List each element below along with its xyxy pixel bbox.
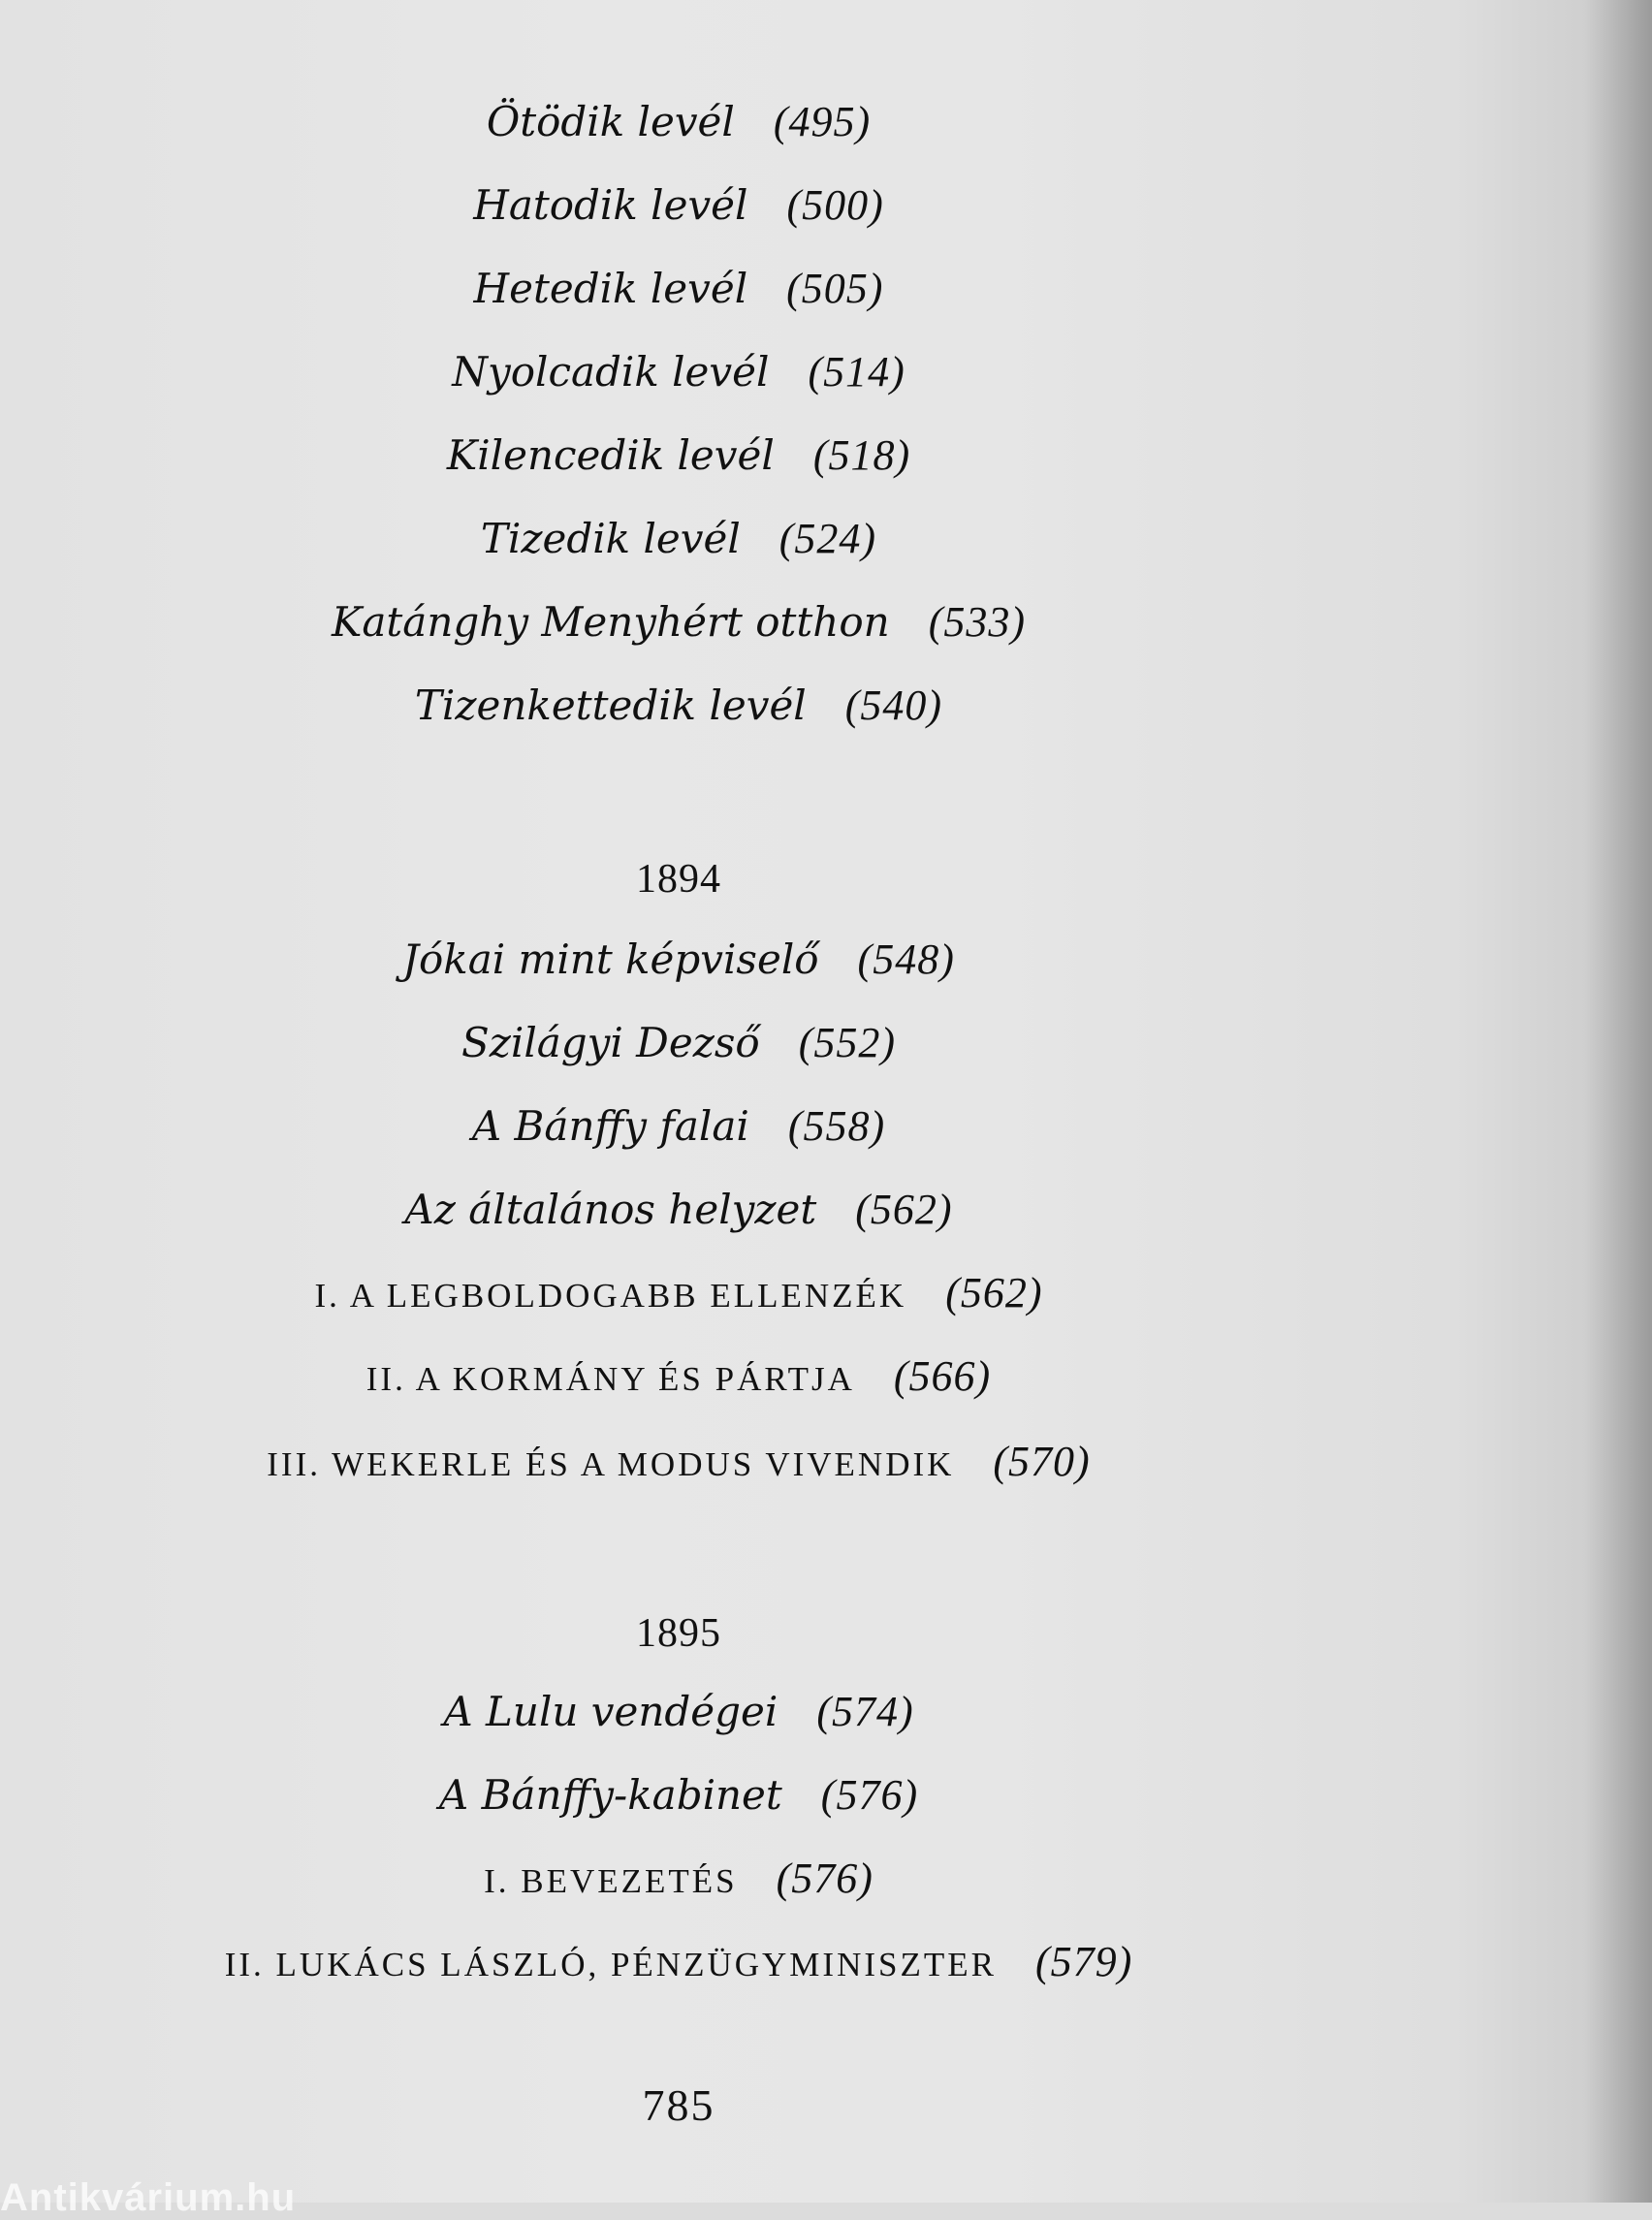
toc-subentry-page: (570) xyxy=(993,1438,1091,1485)
year-heading xyxy=(0,853,1357,904)
toc-entry-title: Hetedik levél xyxy=(473,265,748,312)
toc-entry xyxy=(0,347,1357,397)
toc-entry-title: Nyolcadik levél xyxy=(452,348,770,396)
toc-entry xyxy=(0,1770,1357,1821)
toc-subentry-page: (562) xyxy=(945,1269,1043,1316)
toc-entry-title: Katánghy Menyhért otthon xyxy=(332,598,890,646)
toc-subentry xyxy=(0,1854,1357,1907)
year-heading xyxy=(0,1607,1357,1659)
toc-entry xyxy=(0,1018,1357,1068)
toc-entry-page: (540) xyxy=(844,682,943,729)
toc-entry-title: A Bánffy falai xyxy=(471,1102,749,1150)
toc-entry xyxy=(0,1185,1357,1235)
page-number: 785 xyxy=(642,2080,715,2130)
toc-entry xyxy=(0,1687,1357,1737)
year-heading-text: 1895 xyxy=(636,1611,721,1656)
toc-subentry xyxy=(0,1351,1357,1405)
toc-subentry-title: I. A LEGBOLDOGABB ELLENZÉK xyxy=(314,1277,907,1315)
toc-subentry-title: III. WEKERLE ÉS A MODUS VIVENDIK xyxy=(267,1445,955,1483)
toc-entry-page: (505) xyxy=(786,265,884,312)
toc-entry-page: (500) xyxy=(786,181,884,229)
toc-entry-page: (548) xyxy=(857,936,955,983)
toc-entry xyxy=(0,97,1357,147)
toc-entry-page: (574) xyxy=(816,1688,914,1735)
toc-subentry-page: (579) xyxy=(1034,1938,1133,1985)
toc-entry-page: (533) xyxy=(928,598,1026,646)
toc-entry-page: (558) xyxy=(787,1102,886,1150)
toc-entry xyxy=(0,935,1357,985)
toc-entry-title: Szilágyi Dezső xyxy=(461,1019,760,1066)
toc-entry-title: Jókai mint képviselő xyxy=(402,936,819,983)
toc-subentry-title: I. BEVEZETÉS xyxy=(484,1862,738,1900)
toc-subentry-page: (576) xyxy=(776,1855,874,1902)
toc-entry-title: Hatodik levél xyxy=(473,181,748,229)
toc-entry-page: (514) xyxy=(808,348,905,396)
page-edge-shadow xyxy=(1584,0,1652,2203)
toc-entry xyxy=(0,597,1357,648)
toc-entry-title: A Bánffy-kabinet xyxy=(438,1771,782,1819)
toc-entry xyxy=(0,681,1357,731)
toc-entry-page: (524) xyxy=(778,515,877,562)
toc-entry xyxy=(0,180,1357,231)
toc-entry-page: (576) xyxy=(820,1771,919,1819)
toc-subentry-page: (566) xyxy=(893,1352,992,1400)
toc-entry-title: Ötödik levél xyxy=(486,98,735,145)
toc-entry xyxy=(0,514,1357,564)
toc-subentry-title: II. LUKÁCS LÁSZLÓ, PÉNZÜGYMINISZTER xyxy=(224,1946,997,1983)
toc-entry-page: (562) xyxy=(855,1186,953,1233)
toc-entry-title: Az általános helyzet xyxy=(404,1186,817,1233)
toc-entry-page: (552) xyxy=(798,1019,896,1066)
toc-entry-title: Tizenkettedik levél xyxy=(414,682,807,729)
watermark-text: Antikvárium.hu xyxy=(0,2176,297,2219)
toc-entry-title: Kilencedik levél xyxy=(446,431,775,479)
toc-subentry-title: II. A KORMÁNY ÉS PÁRTJA xyxy=(365,1360,855,1398)
toc-entry-page: (495) xyxy=(773,98,872,145)
toc-subentry xyxy=(0,1437,1357,1490)
toc-entry-page: (518) xyxy=(812,431,911,479)
toc-entry xyxy=(0,264,1357,314)
toc-entry-title: A Lulu vendégei xyxy=(443,1688,778,1735)
toc-entry-title: Tizedik levél xyxy=(480,515,741,562)
toc-subentry xyxy=(0,1937,1357,1990)
toc-subentry xyxy=(0,1268,1357,1321)
year-heading-text: 1894 xyxy=(636,857,721,902)
toc-entry xyxy=(0,430,1357,481)
toc-entry xyxy=(0,1101,1357,1152)
